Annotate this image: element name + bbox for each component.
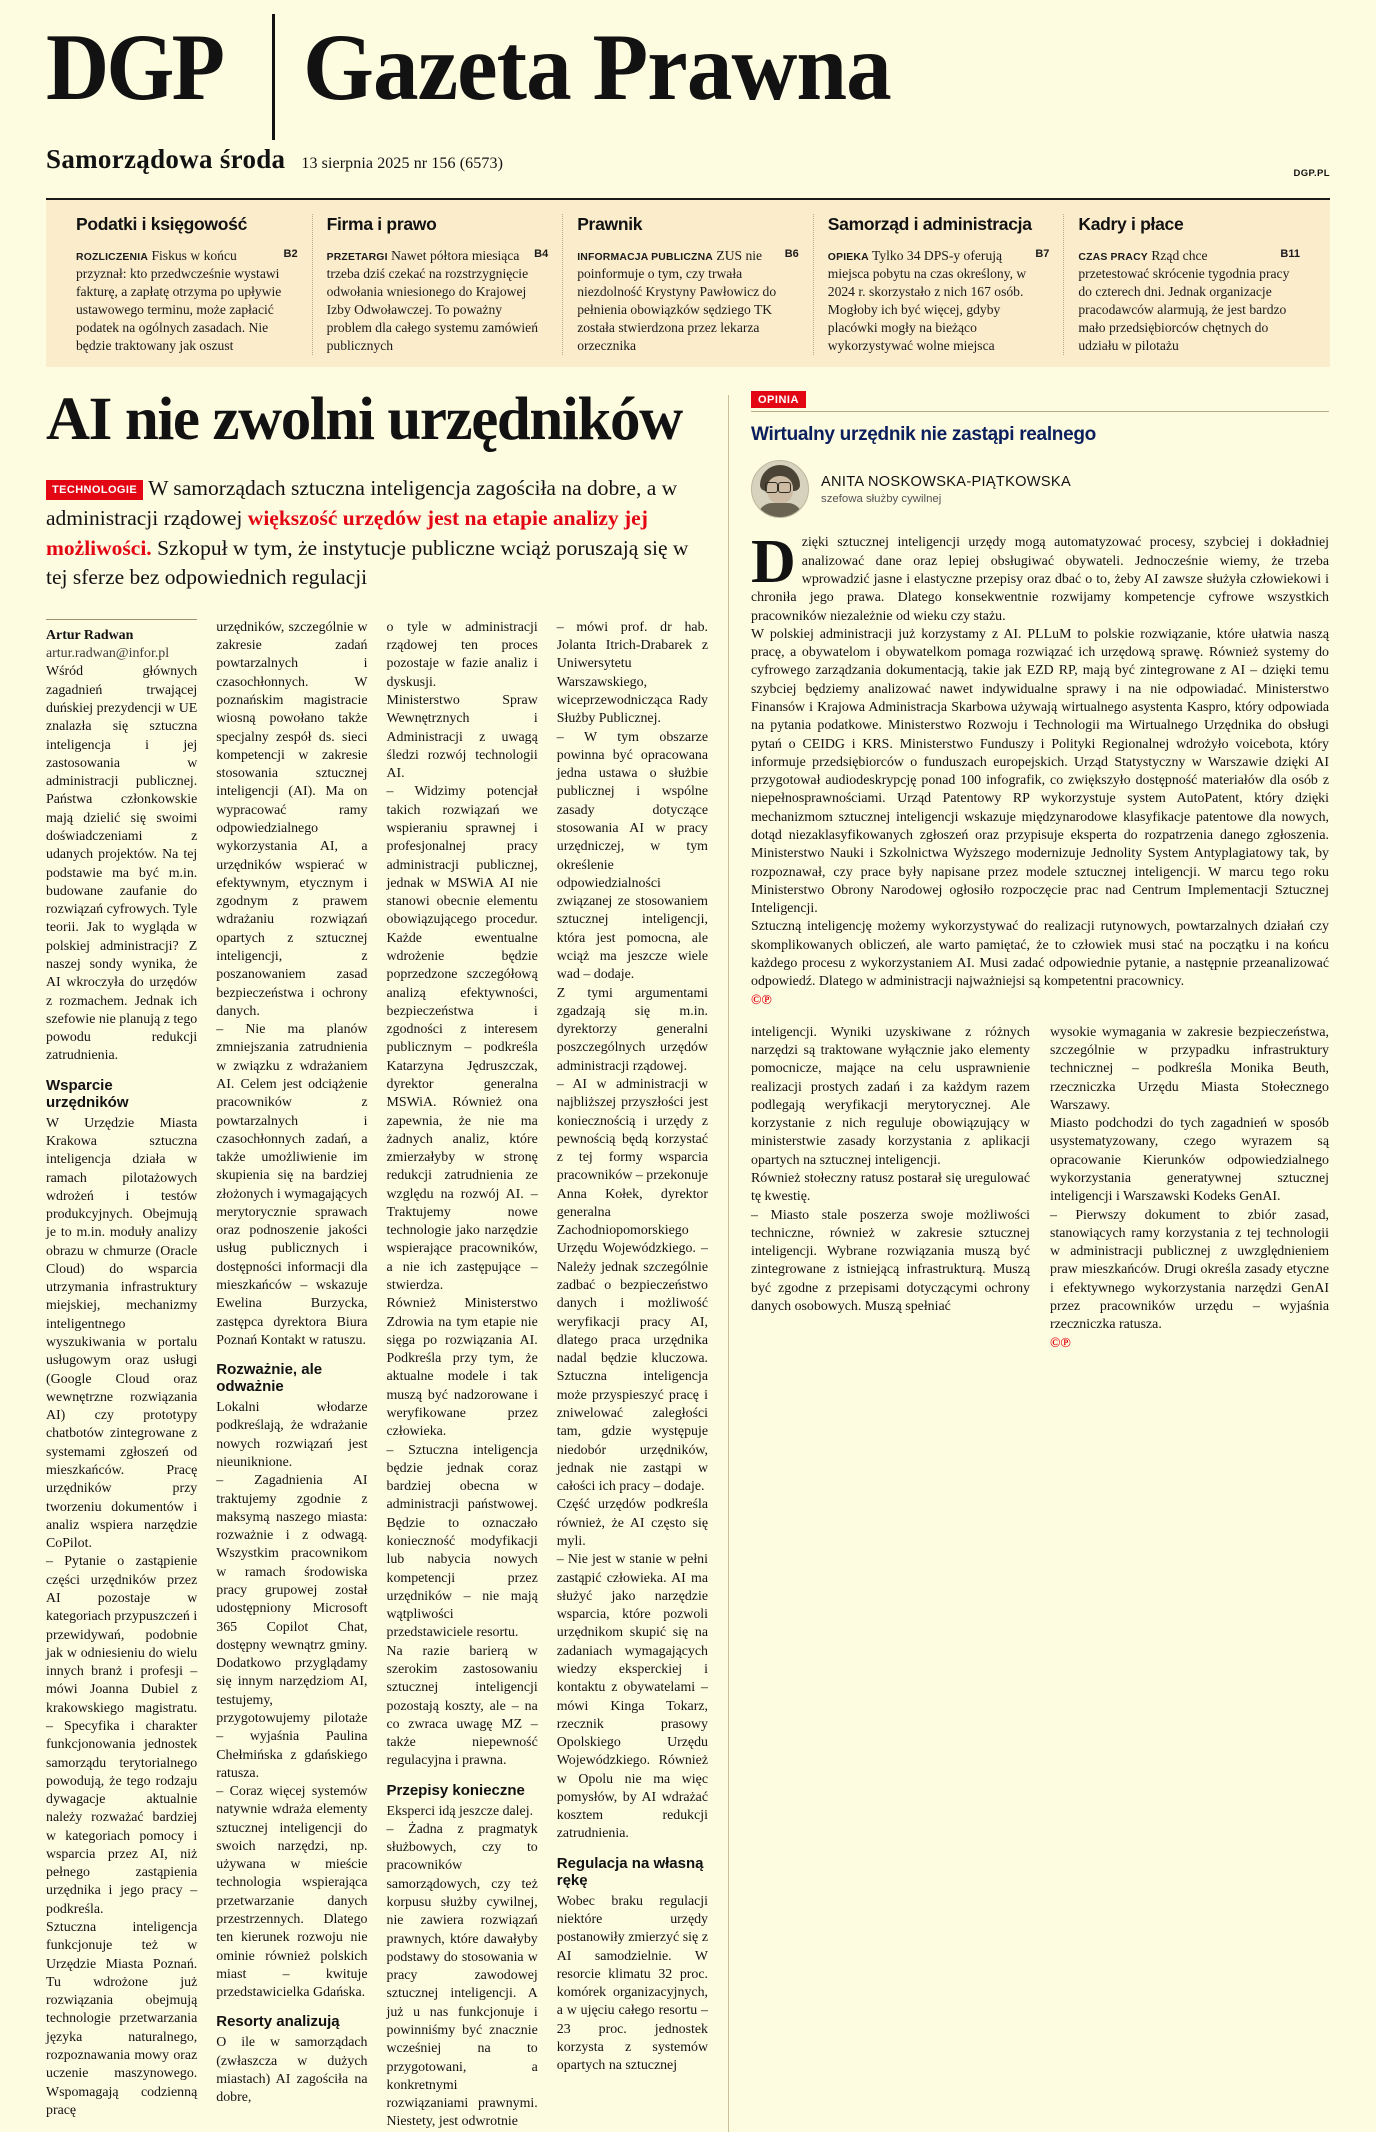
paragraph: Również stołeczny ratusz postarał się uregulować tę kwestię. (751, 1171, 1030, 1205)
teaser-heading: Prawnik (577, 214, 643, 234)
teaser-body: Nawet półtora miesiąca trzeba dziś czekać na rozstrzygnięcie odwołania wniesionego do Krajowej Izby Odwoławczej. To poważny problem dla całego systemu zamówień publicznych (326, 248, 538, 354)
teaser-kicker: CZAS PRACY (1078, 252, 1148, 263)
site-url[interactable]: DGP.PL (1293, 168, 1330, 179)
issue-date: 13 sierpnia 2025 nr 156 (6573) (301, 155, 503, 172)
paragraph: Lokalni włodarze podkreślają, że wdrażanie nowych rozwiązań jest nieuniknione. (216, 1400, 368, 1471)
opinion-paragraph-3: Sztuczną inteligencję możemy wykorzystywać do realizacji rutynowych, powtarzalnych działań czy skomplikowanych obliczeń, ale warto pamiętać, że to człowiek musi stać na początku i na końcu każdego procesu z wykorzystaniem AI. Musi zadać odpowiednie pytanie, a następnie przeanalizować odpowiedź. Dlatego w administracji najważniejsi są kompetentni pracownicy. (751, 919, 1329, 990)
continuation-col-2 (1050, 1024, 1329, 1353)
paragraph: urzędników, szczególnie w zakresie zadań powtarzalnych i czasochłonnych. W poznańskim magistracie wiosną powołano także specjalny zespół ds. sieci kompetencji w zakresie stosowania sztucznej inteligencji (AI). Ma on wypracować ramy odpowiedzialnego wykorzystania AI, a urzędników wspierać w efektywnym, etycznym i zgodnym z prawem wdrażaniu rozwiązań opartych z sztucznej inteligencji, z poszanowaniem zasad bezpieczeństwa i ochrony danych. (216, 619, 368, 1019)
byline-email[interactable]: artur.radwan@infor.pl (46, 646, 170, 662)
masthead-divider (272, 14, 275, 140)
main-content (46, 386, 1330, 2131)
paragraph: Wśród głównych zagadnień trwającej duńskiej prezydencji w UE znalazła się sztuczna inteligencja i jej zastosowania w administracji publicznej. Państwa członkowskie mają dzielić się swoimi doświadczeniami z udanych projektów. Na tej podstawie ma być m.in. budowane zaufanie do rozwiązań cyfrowych. Tyle teorii. Jak to wygląda w polskiej administracji? Z naszej sondy wynika, że AI wkroczyła do urzędów z rozmachem. Jednak ich szefowie nie planują z tego powodu redukcji zatrudnienia. (46, 664, 198, 1064)
opinion-paragraph-1: Dzięki sztucznej inteligencji urzędy mogą automatyzować procesy, szybciej i dokładniej analizować dane oraz lepiej obsługiwać obywateli. Jednocześnie wiemy, że trzeba wprowadzić jasne i elastyczne przepisy oraz dbać o to, żeby AI zawsze służyła człowiekowi i chroniła jego prawa. Dlatego konsekwentnie rozwijamy kompetencje cyfrowe wszystkich pracowników niezależnie od wieku czy stażu. (751, 528, 1329, 624)
teaser-text (828, 247, 1050, 355)
subheading: Rozważnie, ale odważnie (216, 1361, 323, 1396)
article-col-3 (387, 619, 538, 2132)
teaser-heading: Podatki i księgowość (76, 214, 247, 234)
section-bar (46, 138, 1330, 182)
subheading: Wsparcie urzędników (46, 1076, 129, 1111)
teaser-body: Tylko 34 DPS-y oferują miejsca pobytu na czas określony, w 2024 r. skorzystało z nich 167 osób. Mogłoby ich być więcej, gdyby placówki mogły na bieżąco wykorzystywać wolne miejsca (827, 248, 1027, 354)
continuation-endmark: ©℗ (1050, 1335, 1071, 1351)
avatar-glasses-right (778, 482, 791, 493)
opinion-paragraph-2: W polskiej administracji już korzystamy z AI. PLLuM to polskie rozwiązanie, które ułatwia naszą pracę, a obywatelom i obywatelkom pomaga rozwiązać ich urzędową sprawę. Również systemy do cyfrowego zarządzania dokumentacją, takie jak EZD RP, mają być zintegrowane z AI – dzięki temu szybciej będziemy analizować nawet indywidualne sprawy i na nie odpowiadać. Ministerstwo Finansów i Krajowa Administracja Skarbowa używają wirtualnego asystenta Kaspro, który odpowiada na pytania podatkowe. Ministerstwo Rozwoju i Technologii ma Wirtualnego Urzędnika do obsługi pytań o CEIDG i KRS. Ministerstwo Funduszy i Polityki Regionalnej wdrożyło voicebota, który informuje przedsiębiorców o funduszach europejskich. Urząd Statystyczny w Warszawie dzięki AI przygotował audiodeskrypcję ponad 100 infografik, co zwiększyło dostępność materiałów dla osób z niepełnosprawnościami. Urząd Patentowy RP wykorzystuje system AutoPatent, który dzięki mechanizmom sztucznej inteligencji wskazuje międzynarodowe klasyfikacje patentowe dla nowych, dotąd niezaklasyfikowanych zgłoszeń oraz przypisuje eksperta do rozpatrzenia danego zgłoszenia. Ministerstwo Nauki i Szkolnictwa Wyższego modernizuje Jednolity System Antyplagiatowy tak, by rozpoznawał, czy prace były napisane przez modele sztucznej inteligencji. W marcu tego roku Ministerstwo Obrony Narodowej ogłosiło rozpoczęcie prac nad Centrum Implementacji Sztucznej Inteligencji. (751, 626, 1329, 917)
teaser-podatki[interactable] (62, 214, 312, 355)
subheading: Resorty analizują (216, 2013, 340, 2031)
continuation-col-1 (751, 1024, 1030, 1353)
paragraph: O ile w samorządach (zwłaszcza w dużych miastach) AI zagościła na dobre, (216, 2035, 368, 2106)
teaser-page[interactable]: B4 (534, 248, 549, 260)
lead-part-2: Szkopuł w tym, że instytucje publiczne wciąż poruszają się w tej sferze bez odpowiednich regulacji (46, 535, 689, 590)
teaser-body: Rząd chce przetestować skrócenie tygodnia pracy do czterech dni. Jednak organizacje pracodawców alarmują, że jest bardzo mało przedsiębiorców chętnych do udziału w pilotażu (1078, 248, 1290, 354)
masthead-title[interactable]: Gazeta Prawna (302, 14, 891, 120)
article-columns (46, 619, 708, 2132)
teaser-body: Fiskus w końcu przyznał: kto przedwcześnie wystawi fakturę, a zapłatę otrzyma po upływie ustawowego terminu, może zapłacić podatek na ogólnych zasadach. Nie będzie traktowany jak oszust (76, 248, 282, 354)
teaser-kicker: INFORMACJA PUBLICZNA (577, 252, 713, 263)
paragraph: Ministerstwo Spraw Wewnętrznych i Administracji z uwagą śledzi rozwój technologii AI. (386, 693, 538, 782)
paragraph: – Pytanie o zastąpienie części urzędników przez AI pozostaje w kategoriach przypuszczeń i przewidywań, podobnie jak w odniesieniu do wielu innych branż i profesji – mówi Joanna Dubiel z krakowskiego magistratu. – Specyfika i charakter funkcjonowania jednostek samorządu terytorialnego powodują, że tego rodzaju dywagacje aktualnie należy rozważać bardziej w kategoriach pomocy i wsparcia przez AI, niż pełnego zastąpienia urzędnika i jego pracy – podkreśla. (46, 1554, 198, 1917)
teaser-page[interactable]: B2 (283, 248, 298, 260)
teaser-heading: Kadry i płace (1078, 214, 1184, 234)
page-title: AI nie zwolni urzędników (46, 386, 682, 454)
teaser-heading: Firma i prawo (326, 214, 437, 234)
teaser-kicker: OPIEKA (827, 252, 869, 263)
paragraph: – Sztuczna inteligencja będzie jednak coraz bardziej obecna w administracji państwowej. Będzie to oznaczało konieczność modyfikacji lub nabycia nowych kompetencji przez urzędników – nie mają wątpliwości przedstawiciele resortu. (386, 1442, 538, 1641)
paragraph: wysokie wymagania w zakresie bezpieczeństwa, szczególnie w przypadku infrastruktury technicznej – podkreśla Monika Beuth, rzeczniczka Urzędu Miasta Stołecznego Warszawy. (1050, 1024, 1329, 1113)
teaser-bar (46, 198, 1330, 367)
paragraph: Eksperci idą jeszcze dalej. (386, 1803, 534, 1819)
paragraph: Na razie barierą w szerokim zastosowaniu sztucznej inteligencji pozostają koszty, ale – na co zwraca uwagę MZ – także niepewność regulacyjna i prawna. (386, 1643, 538, 1769)
paragraph: inteligencji. Wyniki uzyskiwane z różnych narzędzi są traktowane wyłącznie jako elementy pomocnicze, mające na celu usprawnienie realizacji prostych zadań i za każdym razem podlegają weryfikacji merytorycznej. Ale korzystanie z nich reguluje obowiązujący w ministerstwie zasady korzystania z aplikacji opartych na sztucznej inteligencji. (751, 1024, 1030, 1168)
subheading: Regulacja na własną rękę (556, 1854, 704, 1889)
paragraph: o tyle w administracji rządowej ten proces pozostaje w fazie analiz i dyskusji. (386, 619, 538, 690)
masthead (46, 0, 1330, 138)
teaser-text (76, 247, 298, 355)
paragraph: – Zagadnienia AI traktujemy zgodnie z maksymą naszego miasta: rozważnie i z odwagą. Wszystkim pracownikom w ramach środowiska pracy grupowej został udostępniony Microsoft 365 Copilot Chat, dostępny wewnątrz gminy. Dodatkowo przyglądamy się innym narzędziom AI, testujemy, przygotowujemy pilotaże – wyjaśnia Paulina Chełmińska z gdańskiego ratusza. (216, 1473, 368, 1781)
article-col-4 (557, 619, 708, 2132)
byline-divider (46, 619, 197, 620)
opinion-title[interactable]: Wirtualny urzędnik nie zastąpi realnego (751, 424, 1096, 446)
paragraph: – Widzimy potencjał takich rozwiązań we wspieraniu sprawnej i profesjonalnej pracy administracji publicznej, jednak w MSWiA AI nie stanowi obecnie elementu obowiązującego procedur. Każde ewentualne wdrożenie będzie poprzedzone szczegółową analizą efektywności, bezpieczeństwa i zgodności z interesem publicznym – podkreśla Katarzyna Jędruszczak, dyrektor generalna MSWiA. Również ona zapewnia, że nie ma żadnych analiz, które zmierzałyby w stronę redukcji zatrudnienia ze względu na rozwój AI. – Traktujemy nowe technologie jako narzędzie wspierające pracowników, a nie ich zastępujące – stwierdza. (386, 784, 538, 1294)
opinion-author-role: szefowa służby cywilnej (821, 492, 942, 505)
opinion-author-text (821, 474, 1071, 505)
paragraph: – Pierwszy dokument to zbiór zasad, stanowiących ramy korzystania z tej technologii w administracji publicznej z uwzględnieniem praw mieszkańców. Drugi określa zasady etyczne i efektywnego wykorzystania narzędzi GenAI przez pracowników urzędu – wyjaśnia rzeczniczka ratusza. (1050, 1207, 1329, 1333)
teaser-kicker: ROZLICZENIA (76, 252, 149, 263)
article-column-group (46, 386, 728, 2131)
teaser-page[interactable]: B6 (784, 248, 799, 260)
paragraph: – Coraz więcej systemów natywnie wdraża elementy sztucznej inteligencji do swoich narzędzi, np. używana w mieście technologia wspierająca przetwarzanie danych przestrzennych. Dlatego ten kierunek rozwoju nie ominie również polskich miast – kwituje przedstawicielka Gdańska. (216, 1784, 368, 2001)
teaser-heading: Samorząd i administracja (827, 214, 1032, 234)
teaser-text (577, 247, 799, 355)
paragraph: Z tymi argumentami zgadzają się m.in. dyrektorzy generalni poszczególnych urzędów administracji rządowej. (556, 985, 708, 1074)
avatar-glasses-left (765, 482, 778, 493)
logo-dgp[interactable]: DGP (46, 14, 223, 120)
opinion-author-name: ANITA NOSKOWSKA-PIĄTKOWSKA (821, 473, 1071, 490)
paragraph: W Urzędzie Miasta Krakowa sztuczna inteligencja działa w ramach pilotażowych wdrożeń i testów produkcyjnych. Obejmują je to m.in. moduły analizy obrazu w chmurze (Oracle Cloud) do wsparcia utrzymania infrastruktury miejskiej, mechanizmy inteligentnego wyszukiwania w portalu usługowym oraz usługi (Google Cloud oraz wewnętrzne rozwiązania AI) czy prototypy chatbotów zintegrowane z systemami zgłoszeń od mieszkańców. Pracę urzędników przy tworzeniu dokumentów i analiz wspiera narzędzie CoPilot. (46, 1115, 198, 1552)
teaser-text (1078, 247, 1300, 355)
article-col-2 (216, 619, 367, 2132)
paragraph: Część urzędów podkreśla również, że AI często się myli. (556, 1497, 708, 1549)
opinion-column (729, 389, 1329, 2131)
article-col-1 (46, 619, 197, 2132)
avatar (751, 460, 809, 518)
lead-part-1: W samorządach sztuczna inteligencja zagościła na dobre, a w administracji rządowej (46, 476, 678, 530)
paragraph: – W tym obszarze powinna być opracowana jedna ustawa o służbie publicznej i wspólne zasady dotyczące stosowania AI w pracy urzędniczej, w tym określenie odpowiedzialności związanej ze stosowaniem sztucznej inteligencji, która jest pomocna, ale wciąż ma jeszcze wiele wad – dodaje. (556, 729, 708, 983)
opinion-header (751, 389, 1329, 408)
paragraph: Również Ministerstwo Zdrowia na tym etapie nie sięga po rozwiązania AI. Podkreśla przy tym, że aktualne modele i tak muszą być nadzorowane i weryfikowane przez człowieka. (386, 1296, 538, 1440)
teaser-kadry[interactable] (1063, 214, 1314, 355)
opinion-endmark: ©℗ (751, 992, 772, 1008)
teaser-prawnik[interactable] (562, 214, 813, 355)
paragraph: – Nie ma planów zmniejszania zatrudnienia w związku z wdrażaniem AI. Celem jest odciążenie pracowników z powtarzalnych i czasochłonnych zadań, a także umożliwienie im skupienia się na bardziej złożonych i wymagających merytorycznie sprawach oraz podnoszenie jakości usług publicznych i dostępności informacji dla mieszkańców – wskazuje Ewelina Burzycka, zastępca dyrektora Biura Poznań Kontakt w ratuszu. (216, 1022, 368, 1348)
paragraph: – Żadna z pragmatyk służbowych, czy to pracowników samorządowych, czy też korpusu służby cywilnej, nie zawiera rozwiązań prawnych, które dawałyby podstawy do stosowania w pracy zawodowej sztucznej inteligencji. A już u nas funkcjonuje i powinniśmy być znacznie wcześniej na to przygotowani, a konkretnymi rozwiązaniami prawnymi. Niestety, jest odwrotnie (386, 1821, 538, 2130)
article-lead (46, 474, 708, 593)
status-badge: TECHNOLOGIE (46, 480, 143, 500)
subheading: Przepisy konieczne (386, 1781, 525, 1799)
teaser-page[interactable]: B11 (1280, 248, 1300, 260)
section-title: Samorządowa środa (46, 144, 286, 174)
teaser-samorzad[interactable] (813, 214, 1064, 355)
opinion-body (751, 528, 1329, 1009)
continuation-columns (751, 1024, 1329, 1353)
paragraph: – mówi prof. dr hab. Jolanta Itrich-Drabarek z Uniwersytetu Warszawskiego, wiceprzewodnicząca Rady Służby Publicznej. (556, 619, 708, 727)
teaser-text (327, 247, 549, 355)
paragraph: Wobec braku regulacji niektóre urzędy postanowiły zmierzyć się z AI samodzielnie. W resorcie klimatu 32 proc. komórek organizacyjnych, a w ujęciu całego resortu – 23 proc. jednostek korzysta z systemów opartych na sztucznej (556, 1893, 708, 2074)
opinion-author-block (751, 460, 1329, 518)
opinion-badge: OPINIA (751, 391, 806, 408)
teaser-body: ZUS nie poinformuje o tym, czy trwała niezdolność Krystyny Pawłowicz do pełnienia obowiązków sędziego TK została stwierdzona przez lekarza orzecznika (577, 248, 777, 354)
paragraph: Sztuczna inteligencja funkcjonuje też w Urzędzie Miasta Poznań. Tu wdrożone już rozwiązania obejmują technologie przetwarzania języka naturalnego, rozpoznawania mowy oraz uczenie maszynowego. Wspomagają codzienną pracę (46, 1920, 198, 2118)
paragraph: – Nie jest w stanie w pełni zastąpić człowieka. AI ma służyć jako narzędzie wsparcia, które pozwoli urzędnikom skupić się na zadaniach wymagających wiedzy eksperckiej i kontaktu z obywatelami – mówi Kinga Tokarz, rzecznik prasowy Opolskiego Urzędu Wojewódzkiego. Również w Opolu nie ma więc pomysłów, by AI wdrażać kosztem redukcji zatrudnienia. (556, 1552, 708, 1842)
byline-author: Artur Radwan (46, 627, 134, 643)
lead-highlight: większość urzędów jest na etapie analizy jej możliwości. (46, 505, 648, 560)
teaser-kicker: PRZETARGI (326, 252, 388, 263)
paragraph: – Miasto stale poszerza swoje możliwości techniczne, również w zakresie sztucznej inteligencji. Wybrane rozwiązania muszą być zintegrowane z istniejącą infrastrukturą. Muszą być zgodne z przepisami dotyczącymi ochrony danych osobowych. Muszą spełniać (751, 1207, 1030, 1314)
teaser-page[interactable]: B7 (1035, 248, 1050, 260)
teaser-firma[interactable] (312, 214, 563, 355)
avatar-body (758, 503, 802, 518)
paragraph: – AI w administracji w najbliższej przyszłości jest koniecznością i urzędy z pewnością będą korzystać z tej formy wsparcia pracowników – przekonuje Anna Kołek, dyrektor generalna Zachodniopomorskiego Urzędu Wojewódzkiego. – Należy jednak szczególnie zadbać o bezpieczeństwo danych i możliwość weryfikacji pracy AI, dlatego praca urzędnika nadal będzie kluczowa. Sztuczna inteligencja może przyspieszyć pracę i zniwelować zaległości tam, gdzie występuje niedobór urzędników, jednak nie zastąpi w całości ich pracy – dodaje. (556, 1076, 708, 1495)
paragraph: Miasto podchodzi do tych zagadnień w sposób usystematyzowany, czego wyrazem są opracowanie Kierunków odpowiedzialnego wykorzystania generatywnej sztucznej inteligencji i Warszawski Kodeks GenAI. (1050, 1116, 1329, 1205)
